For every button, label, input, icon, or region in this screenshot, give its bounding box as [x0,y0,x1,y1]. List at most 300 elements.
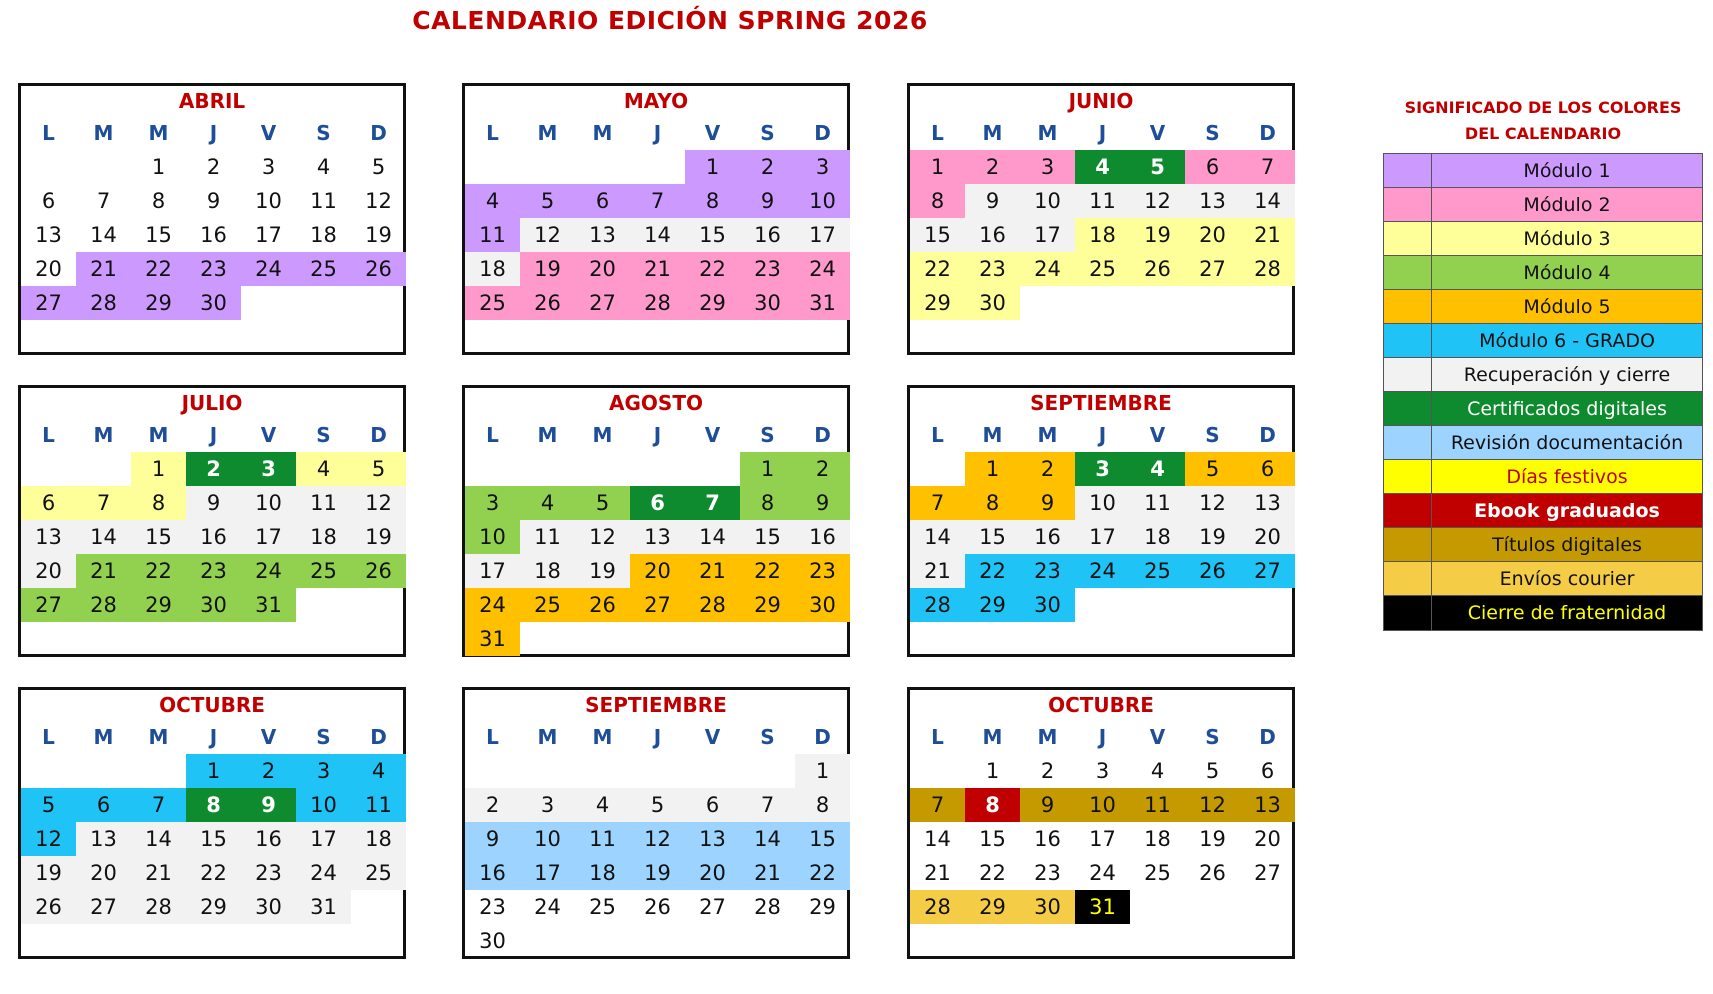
weekday-header: V [260,725,277,749]
weekday-header: D [1259,121,1276,145]
day-cell: 15 [145,223,172,247]
day-cell: 22 [685,252,740,286]
day-cell: 14 [685,520,740,554]
weekday-header: M [148,423,169,447]
day-cell: 14 [1240,184,1295,218]
empty-cell [76,452,131,486]
day-cell: 1 [740,452,795,486]
weekday-header: J [209,121,218,145]
day-cell: 21 [685,554,740,588]
day-cell: 23 [241,856,296,890]
day-cell: 17 [520,856,575,890]
day-cell: 28 [910,890,965,924]
empty-cell [76,150,131,184]
weekday-header: M [148,725,169,749]
day-cell: 4 [351,754,406,788]
day-cell: 1 [151,155,166,179]
day-cell: 22 [131,554,186,588]
month-days-grid [21,116,406,320]
day-cell: 4 [316,155,331,179]
weekday-header: V [260,423,277,447]
legend-label: Certificados digitales [1467,397,1667,420]
weekday-header: J [1098,423,1107,447]
month-name: SEPTIEMBRE [1030,391,1172,415]
weekday-header: M [93,121,114,145]
month-days-grid [465,418,850,656]
legend-swatch [1384,256,1432,289]
day-cell: 18 [296,520,351,554]
month-name: MAYO [623,89,689,113]
legend-label: Ebook graduados [1474,499,1660,522]
weekday-header: J [653,121,662,145]
day-cell: 2 [795,452,850,486]
day-cell: 14 [131,822,186,856]
legend-label: Módulo 6 - GRADO [1479,329,1655,352]
day-cell: 3 [1075,452,1130,486]
day-cell: 25 [465,286,520,320]
day-cell: 23 [965,252,1020,286]
day-cell: 22 [910,252,965,286]
legend-item [1384,358,1702,392]
empty-cell [630,150,685,184]
day-cell: 30 [965,286,1020,320]
day-cell: 15 [979,827,1006,851]
day-cell: 22 [740,554,795,588]
day-cell: 29 [740,588,795,622]
month-days-grid [910,116,1295,320]
day-cell: 16 [200,223,227,247]
day-cell: 17 [795,218,850,252]
day-cell: 6 [76,788,131,822]
legend-label: Módulo 3 [1523,227,1611,250]
day-cell: 17 [1075,520,1130,554]
day-cell: 30 [1020,890,1075,924]
day-cell: 23 [740,252,795,286]
day-cell: 30 [1020,588,1075,622]
day-cell: 6 [21,486,76,520]
day-cell: 7 [910,486,965,520]
day-cell: 9 [241,788,296,822]
weekday-header: M [982,725,1003,749]
day-cell: 15 [965,520,1020,554]
month-junio-2 [907,83,1295,355]
weekday-header: S [316,423,331,447]
day-cell: 25 [589,895,616,919]
weekday-header: M [1037,725,1058,749]
legend-item [1384,256,1702,290]
day-cell: 11 [351,788,406,822]
weekday-header: L [931,725,944,749]
day-cell: 17 [255,223,282,247]
day-cell: 6 [1240,452,1295,486]
day-cell: 26 [520,286,575,320]
weekday-header: V [704,725,721,749]
legend-swatch [1384,188,1432,221]
legend-swatch [1384,154,1432,187]
day-cell: 10 [795,184,850,218]
weekday-header: S [1205,423,1220,447]
day-cell: 25 [296,554,351,588]
empty-cell [520,754,575,788]
day-cell: 12 [21,822,76,856]
weekday-header: V [704,121,721,145]
empty-cell [21,150,76,184]
day-cell: 21 [131,856,186,890]
day-cell: 16 [186,520,241,554]
weekday-header: J [1098,121,1107,145]
day-cell: 24 [1089,861,1116,885]
day-cell: 11 [520,520,575,554]
day-cell: 9 [965,184,1020,218]
legend-item [1384,596,1702,630]
weekday-header: M [148,121,169,145]
weekday-header: M [592,423,613,447]
day-cell: 31 [795,286,850,320]
day-cell: 30 [740,286,795,320]
legend-label: Módulo 2 [1523,193,1611,216]
day-cell: 23 [186,554,241,588]
weekday-header: M [1037,121,1058,145]
day-cell: 23 [479,895,506,919]
day-cell: 13 [1185,184,1240,218]
day-cell: 5 [575,486,630,520]
day-cell: 5 [21,788,76,822]
weekday-header: M [982,423,1003,447]
legend-swatch [1384,460,1432,493]
weekday-header: D [1259,423,1276,447]
day-cell: 5 [1185,452,1240,486]
day-cell: 2 [1040,759,1055,783]
day-cell: 15 [795,822,850,856]
day-cell: 1 [795,754,850,788]
day-cell: 29 [965,588,1020,622]
day-cell: 25 [1130,554,1185,588]
day-cell: 7 [740,788,795,822]
weekday-header: L [486,423,499,447]
day-cell: 29 [910,286,965,320]
day-cell: 2 [206,155,221,179]
day-cell: 23 [1020,554,1075,588]
day-cell: 7 [96,189,111,213]
legend-swatch [1384,392,1432,425]
legend-item [1384,290,1702,324]
month-days-grid [910,418,1295,622]
empty-cell [465,754,520,788]
legend-item [1384,426,1702,460]
legend-item [1384,562,1702,596]
day-cell: 10 [241,486,296,520]
day-cell: 14 [924,827,951,851]
day-cell: 22 [979,861,1006,885]
empty-cell [685,754,740,788]
legend-title-line-1: SIGNIFICADO DE LOS COLORES [1404,98,1682,117]
weekday-header: S [1205,725,1220,749]
legend-swatch [1384,562,1432,595]
legend-swatch [1384,426,1432,459]
day-cell: 5 [520,184,575,218]
legend-item [1384,460,1702,494]
day-cell: 14 [740,822,795,856]
day-cell: 12 [520,218,575,252]
weekday-header: V [1149,423,1166,447]
legend-swatch [1384,222,1432,255]
day-cell: 3 [1020,150,1075,184]
day-cell: 19 [575,554,630,588]
day-cell: 10 [520,822,575,856]
day-cell: 6 [575,184,630,218]
day-cell: 9 [186,486,241,520]
day-cell: 12 [1185,788,1240,822]
weekday-header: D [814,725,831,749]
month-days-grid [21,720,406,924]
day-cell: 24 [241,554,296,588]
month-mayo-1 [462,83,850,355]
day-cell: 21 [630,252,685,286]
day-cell: 21 [1240,218,1295,252]
day-cell: 14 [76,520,131,554]
page-title: CALENDARIO EDICIÓN SPRING 2026 [412,6,928,35]
day-cell: 18 [465,252,520,286]
legend-swatch [1384,290,1432,323]
day-cell: 27 [575,286,630,320]
month-name: AGOSTO [609,391,703,415]
weekday-header: M [982,121,1003,145]
day-cell: 23 [795,554,850,588]
weekday-header: J [209,725,218,749]
day-cell: 11 [575,822,630,856]
day-cell: 20 [685,856,740,890]
day-cell: 11 [465,218,520,252]
legend-label: Módulo 1 [1523,159,1611,182]
day-cell: 27 [21,588,76,622]
day-cell: 27 [1254,861,1281,885]
day-cell: 6 [630,486,685,520]
day-cell: 13 [21,520,76,554]
day-cell: 16 [740,218,795,252]
day-cell: 8 [186,788,241,822]
weekday-header: S [316,121,331,145]
weekday-header: M [592,121,613,145]
day-cell: 9 [795,486,850,520]
day-cell: 28 [754,895,781,919]
day-cell: 8 [965,486,1020,520]
day-cell: 15 [740,520,795,554]
day-cell: 16 [965,218,1020,252]
day-cell: 12 [351,486,406,520]
weekday-header: M [93,725,114,749]
day-cell: 17 [241,520,296,554]
day-cell: 11 [1075,184,1130,218]
day-cell: 20 [21,554,76,588]
day-cell: 19 [21,856,76,890]
weekday-header: L [931,423,944,447]
day-cell: 12 [630,822,685,856]
day-cell: 3 [1095,759,1110,783]
day-cell: 22 [186,856,241,890]
empty-cell [21,754,76,788]
day-cell: 31 [465,622,520,656]
day-cell: 16 [465,856,520,890]
legend-label: Módulo 5 [1523,295,1611,318]
day-cell: 26 [1199,861,1226,885]
empty-cell [21,452,76,486]
day-cell: 24 [465,588,520,622]
weekday-header: S [316,725,331,749]
day-cell: 30 [186,588,241,622]
day-cell: 23 [186,252,241,286]
empty-cell [685,452,740,486]
empty-cell [740,754,795,788]
legend-label: Cierre de fraternidad [1467,602,1667,624]
day-cell: 10 [255,189,282,213]
day-cell: 15 [685,218,740,252]
month-days-grid [21,418,406,622]
legend-item [1384,324,1702,358]
day-cell: 4 [520,486,575,520]
weekday-header: J [653,423,662,447]
weekday-header: M [537,121,558,145]
day-cell: 13 [575,218,630,252]
month-days-grid [465,720,850,958]
day-cell: 27 [699,895,726,919]
weekday-header: M [93,423,114,447]
day-cell: 8 [151,189,166,213]
day-cell: 9 [740,184,795,218]
day-cell: 8 [965,788,1020,822]
weekday-header: S [760,423,775,447]
day-cell: 1 [910,150,965,184]
day-cell: 17 [1020,218,1075,252]
weekday-header: D [814,121,831,145]
day-cell: 31 [241,588,296,622]
day-cell: 18 [310,223,337,247]
day-cell: 12 [575,520,630,554]
weekday-header: D [370,725,387,749]
day-cell: 24 [296,856,351,890]
day-cell: 26 [351,252,406,286]
day-cell: 8 [910,184,965,218]
month-name: JUNIO [1068,89,1134,113]
day-cell: 27 [1240,554,1295,588]
day-cell: 7 [1240,150,1295,184]
day-cell: 25 [351,856,406,890]
day-cell: 25 [1144,861,1171,885]
day-cell: 20 [1240,520,1295,554]
day-cell: 2 [1020,452,1075,486]
day-cell: 1 [985,759,1000,783]
day-cell: 7 [685,486,740,520]
day-cell: 7 [910,788,965,822]
day-cell: 29 [131,286,186,320]
day-cell: 29 [965,890,1020,924]
legend-swatch [1384,494,1432,527]
weekday-header: L [486,725,499,749]
legend-label: Días festivos [1506,465,1628,488]
day-cell: 25 [1075,252,1130,286]
empty-cell [131,754,186,788]
day-cell: 3 [465,486,520,520]
day-cell: 29 [685,286,740,320]
day-cell: 26 [575,588,630,622]
day-cell: 28 [76,286,131,320]
day-cell: 24 [1020,252,1075,286]
month-julio-3 [18,385,406,657]
legend-label: Módulo 4 [1523,261,1611,284]
day-cell: 9 [1020,486,1075,520]
weekday-header: J [1098,725,1107,749]
weekday-header: L [931,121,944,145]
day-cell: 30 [186,286,241,320]
weekday-header: D [370,121,387,145]
day-cell: 15 [186,822,241,856]
day-cell: 11 [1130,486,1185,520]
day-cell: 20 [35,257,62,281]
month-days-grid [910,720,1295,924]
day-cell: 17 [465,554,520,588]
day-cell: 21 [910,554,965,588]
day-cell: 10 [1075,788,1130,822]
weekday-header: V [704,423,721,447]
day-cell: 13 [35,223,62,247]
legend-item [1384,528,1702,562]
day-cell: 29 [809,895,836,919]
day-cell: 14 [90,223,117,247]
day-cell: 20 [1185,218,1240,252]
weekday-header: D [1259,725,1276,749]
day-cell: 7 [630,184,685,218]
day-cell: 31 [296,890,351,924]
day-cell: 19 [1130,218,1185,252]
day-cell: 8 [131,486,186,520]
day-cell: 29 [186,890,241,924]
day-cell: 5 [1205,759,1220,783]
day-cell: 26 [351,554,406,588]
day-cell: 29 [131,588,186,622]
day-cell: 5 [630,788,685,822]
day-cell: 18 [1144,827,1171,851]
day-cell: 15 [910,218,965,252]
day-cell: 10 [1020,184,1075,218]
day-cell: 11 [296,486,351,520]
day-cell: 2 [186,452,241,486]
day-cell: 17 [1089,827,1116,851]
legend-swatch [1384,528,1432,561]
legend-label: Revisión documentación [1450,431,1684,454]
weekday-header: V [1149,725,1166,749]
day-cell: 20 [575,252,630,286]
day-cell: 27 [630,588,685,622]
legend-title-line-2: DEL CALENDARIO [1464,124,1622,143]
day-cell: 13 [630,520,685,554]
day-cell: 9 [465,822,520,856]
day-cell: 28 [76,588,131,622]
day-cell: 28 [630,286,685,320]
weekday-header: L [42,423,55,447]
day-cell: 11 [1130,788,1185,822]
weekday-header: V [260,121,277,145]
day-cell: 18 [575,856,630,890]
day-cell: 8 [795,788,850,822]
day-cell: 12 [1130,184,1185,218]
weekday-header: J [209,423,218,447]
day-cell: 27 [1185,252,1240,286]
day-cell: 21 [76,252,131,286]
day-cell: 17 [296,822,351,856]
legend-swatch [1384,596,1432,630]
weekday-header: S [1205,121,1220,145]
day-cell: 6 [1260,759,1275,783]
day-cell: 13 [1240,486,1295,520]
